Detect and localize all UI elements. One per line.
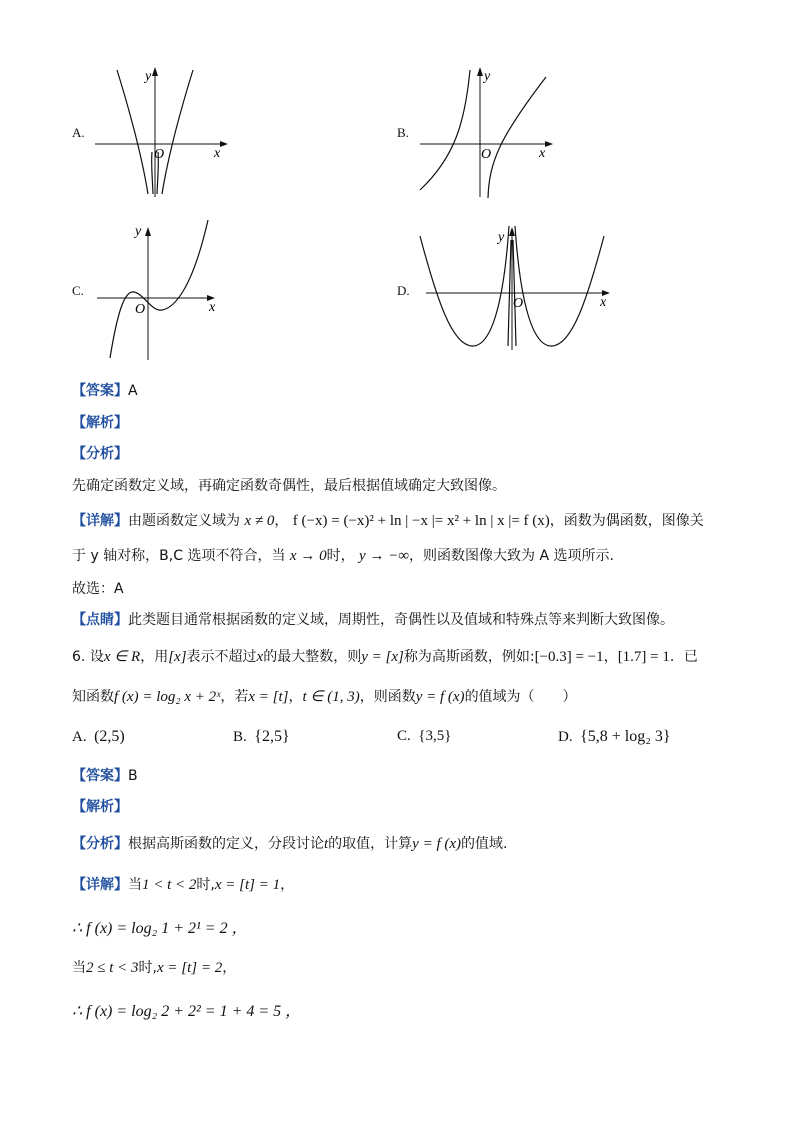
floor-x: [x] <box>168 649 187 665</box>
analysis-tag: 【分析】 <box>72 836 128 852</box>
detail-tag: 【详解】 <box>72 513 128 529</box>
x-equals-floor-t: x = [t] <box>248 689 289 705</box>
answer-value: A <box>128 383 138 399</box>
analysis-text: 的取值，计算 <box>328 836 413 852</box>
limit-formula-y: y → −∞ <box>359 548 410 564</box>
detail-text: 当 <box>128 877 142 893</box>
q6-detail-3 <box>72 957 236 977</box>
choice-value: {3,5} <box>418 728 452 744</box>
choice-letter: A. <box>72 729 87 745</box>
detail-text: 当 <box>72 960 86 976</box>
graph-option-d <box>412 220 617 360</box>
graph-option-b <box>415 62 565 202</box>
choice-d <box>558 728 671 746</box>
explain-tag: 【解析】 <box>72 415 128 431</box>
sep: ， <box>280 877 295 893</box>
y-equals-f: y = f (x) <box>412 836 462 852</box>
question-number: 6. <box>72 649 86 665</box>
sep: ， <box>288 689 303 705</box>
curve-left <box>117 70 148 194</box>
choice-b <box>233 728 290 746</box>
detail-tag: 【详解】 <box>72 877 128 893</box>
sep: ， <box>274 513 289 529</box>
y-axis-arrow <box>477 67 483 76</box>
choice-letter: D. <box>558 729 573 745</box>
q5-detail-line-2 <box>72 545 614 565</box>
y-label: y <box>484 69 491 84</box>
stem-text: 的值域为（ ） <box>464 689 577 705</box>
x-label: x <box>214 146 221 161</box>
choice-letter: B. <box>233 729 247 745</box>
even-formula: f (−x) = (−x)² + ln | −x |= x² + ln | x |= f (x) <box>292 513 550 529</box>
x-floor-1: x = [t] = 1 <box>214 877 281 893</box>
example-2: [1.7] = 1 <box>617 649 670 665</box>
range-1: 1 < t < 2 <box>142 877 197 893</box>
origin-label: O <box>135 302 146 317</box>
stem-text: 设 <box>89 649 104 665</box>
y-axis-arrow <box>145 227 151 236</box>
function-definition: f (x) = log₂ x + 2ˣ <box>114 689 221 705</box>
q5-choose: 故选：A <box>72 581 124 597</box>
curve-right <box>515 226 604 346</box>
stem-text: 知函数 <box>72 689 114 705</box>
choice-a <box>72 728 125 746</box>
origin-label: O <box>481 147 492 162</box>
stem-text: ，用 <box>140 649 169 665</box>
comment-tag: 【点睛】 <box>72 612 128 628</box>
range-2: 2 ≤ t < 3 <box>86 960 139 976</box>
x-axis-arrow <box>220 141 228 147</box>
graph-option-c <box>92 220 232 365</box>
analysis-tag: 【分析】 <box>72 446 128 462</box>
q6-explain <box>72 796 128 816</box>
explain-tag: 【解析】 <box>72 799 128 815</box>
option-a-label: A. <box>72 125 85 140</box>
answer-value: B <box>128 768 138 784</box>
option-c-label: C. <box>72 283 84 298</box>
sep: ， <box>222 960 237 976</box>
choice-letter: C. <box>397 728 411 744</box>
domain-formula: x ≠ 0 <box>244 513 275 529</box>
q5-detail-line-1 <box>72 510 704 530</box>
choice-value: {5,8 + log₂ 3} <box>580 728 671 745</box>
stem-text: 的最大整数，则 <box>263 649 362 665</box>
y-axis-arrow <box>509 227 515 236</box>
analysis-text: 的值域. <box>461 836 508 852</box>
y-equals-f: y = f (x) <box>415 689 465 705</box>
t-var: t <box>324 836 329 852</box>
curve-right <box>162 70 193 194</box>
detail-text: 时， <box>326 548 355 564</box>
cubic-curve <box>110 220 208 358</box>
analysis-text: 根据高斯函数的定义，分段讨论 <box>128 836 324 852</box>
y-label: y <box>498 230 505 245</box>
choice-c <box>397 728 451 745</box>
curve-left <box>420 226 509 346</box>
stem-text: ．已 <box>669 649 698 665</box>
choice-value: (2,5) <box>94 728 125 745</box>
origin-label: O <box>154 147 165 162</box>
answer-tag: 【答案】 <box>72 383 128 399</box>
x-axis-arrow <box>545 141 553 147</box>
detail-text: 由题函数定义域为 <box>128 513 240 529</box>
gauss-function: y = [x] <box>361 649 404 665</box>
x-var: x <box>256 649 264 665</box>
q6-answer <box>72 765 138 785</box>
q5-analysis-tag-line <box>72 443 128 463</box>
limit-formula: x → 0 <box>289 548 327 564</box>
curve-left-inner <box>152 152 153 194</box>
q5-answer <box>72 380 138 400</box>
q6-detail-4: ∴ f (x) = log₂ 2 + 2² = 1 + 4 = 5 ， <box>72 1003 302 1020</box>
sep: ， <box>603 649 618 665</box>
t-range: t ∈ (1, 3) <box>302 689 360 705</box>
q6-stem-line-2 <box>72 686 577 706</box>
x-label: x <box>539 146 546 161</box>
curve-left <box>420 70 470 190</box>
detail-text: ，函数为偶函数，图像关 <box>549 513 704 529</box>
y-label: y <box>145 69 152 84</box>
curve-right <box>488 77 546 198</box>
y-axis-arrow <box>152 67 158 76</box>
stem-text: ，则函数 <box>359 689 416 705</box>
q6-analysis <box>72 833 507 853</box>
x-in-r: x ∈ R <box>103 649 141 665</box>
q5-comment <box>72 609 674 629</box>
answer-tag: 【答案】 <box>72 768 128 784</box>
q6-detail-1 <box>72 874 294 894</box>
q6-stem-line-1 <box>72 646 698 666</box>
detail-text: ，则函数图像大致为 A 选项所示. <box>409 548 614 564</box>
option-b-label: B. <box>397 125 409 140</box>
x-label: x <box>209 300 216 315</box>
y-label: y <box>135 224 142 239</box>
x-label: x <box>600 295 607 310</box>
origin-label: O <box>513 296 524 311</box>
option-d-label: D. <box>397 283 410 298</box>
q5-explain <box>72 412 128 432</box>
q6-detail-2: ∴ f (x) = log₂ 1 + 2¹ = 2 ， <box>72 920 248 937</box>
choice-value: {2,5} <box>254 728 290 745</box>
q5-analysis-text: 先确定函数定义域，再确定函数奇偶性，最后根据值域确定大致图像。 <box>72 478 506 494</box>
detail-text: 时, <box>138 960 157 976</box>
stem-text: 表示不超过 <box>186 649 257 665</box>
comment-text: 此类题目通常根据函数的定义域，周期性，奇偶性以及值域和特殊点等来判断大致图像。 <box>128 612 674 628</box>
example-1: [−0.3] = −1 <box>534 649 604 665</box>
stem-text: 称为高斯函数，例如: <box>403 649 535 665</box>
detail-text: 于 y 轴对称，B,C 选项不符合，当 <box>72 548 286 564</box>
x-floor-2: x = [t] = 2 <box>156 960 223 976</box>
graph-option-a <box>90 62 230 202</box>
detail-text: 时, <box>196 877 215 893</box>
stem-text: ，若 <box>220 689 249 705</box>
